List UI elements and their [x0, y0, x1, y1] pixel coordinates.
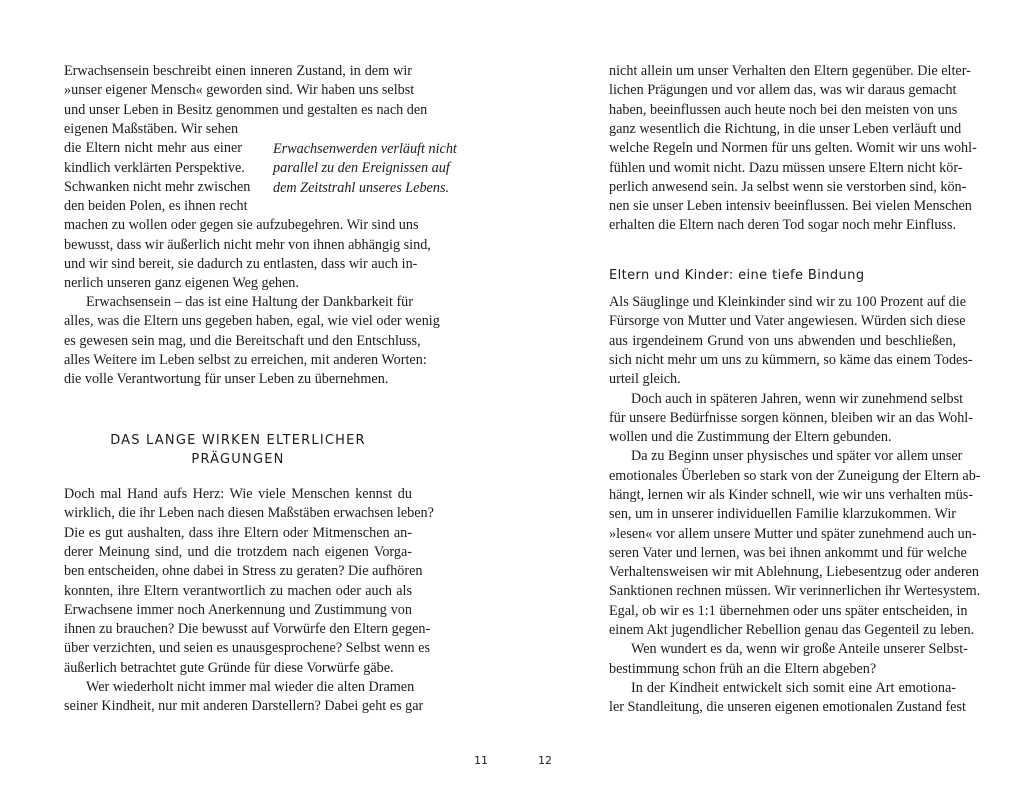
text-line: ben entscheiden, ohne dabei in Stress zu geraten? Die aufhören: [64, 563, 423, 580]
pull-quote-line: Erwachsenwerden verläuft nicht: [273, 141, 457, 157]
text-line: haben, beeinflussen auch heute noch bei den meisten von uns: [609, 101, 958, 118]
subheading: Eltern und Kinder: eine tiefe Bindung: [609, 268, 865, 283]
page-number-right: 12: [538, 754, 552, 767]
text-line: Doch auch in späteren Jahren, wenn wir zunehmend selbst: [631, 390, 964, 407]
text-line: »unser eigener Mensch« geworden sind. Wir haben uns selbst: [64, 82, 415, 99]
text-line: fühlen und womit nicht. Dazu müssen unsere Eltern nicht kör-: [609, 159, 963, 176]
text-line: emotionales Überleben so stark von der Zuneigung der Eltern ab-: [609, 467, 981, 484]
text-line: Wen wundert es da, wenn wir große Anteile unserer Selbst-: [631, 641, 968, 658]
text-line: den beiden Polen, es ihnen recht: [64, 198, 248, 215]
page-number-left: 11: [474, 754, 488, 767]
text-line: wirklich, die ihr Leben nach diesen Maßstäben erwachsen leben?: [64, 505, 434, 522]
text-line: alles, was die Eltern uns gegeben haben, egal, wie viel oder wenig: [64, 313, 440, 330]
text-line: und unser Leben in Besitz genommen und gestalten es nach den: [64, 101, 428, 118]
text-line: Doch mal Hand aufs Herz: Wie viele Menschen kennst du: [64, 486, 412, 502]
text-line: nerlich unseren ganz eigenen Weg gehen.: [64, 275, 299, 292]
text-line: Erwachsensein – das ist eine Haltung der Dankbarkeit für: [86, 294, 413, 310]
text-line: In der Kindheit entwickelt sich somit eine Art emotiona-: [631, 680, 956, 696]
text-line: einem Akt jugendlicher Rebellion genau das Gegenteil zu leben.: [609, 622, 975, 639]
section-heading-line: DAS LANGE WIRKEN ELTERLICHER: [110, 433, 366, 448]
text-line: Erwachsene immer noch Anerkennung und Zustimmung von: [64, 601, 412, 618]
text-line: nicht allein um unser Verhalten den Eltern gegenüber. Die elter-: [609, 63, 971, 79]
text-line: hängt, lernen wir als Kinder schnell, wie wir uns verhalten müs-: [609, 486, 974, 503]
pull-quote-line: dem Zeitstrahl unseres Lebens.: [273, 179, 450, 196]
text-line: perlich anwesend sein. Ja selbst wenn sie verstorben sind, kön-: [609, 178, 967, 195]
text-line: lichen Prägungen und vor allem das, was wir daraus gemacht: [609, 82, 957, 99]
text-line: konnten, ihre Eltern verantwortlich zu machen oder auch als: [64, 582, 412, 599]
text-line: sich nicht mehr um uns zu kümmern, so käme das einem Todes-: [609, 351, 973, 368]
text-line: alles Weitere im Leben selbst zu erreichen, mit anderen Worten:: [64, 351, 427, 368]
text-line: Fürsorge von Mutter und Vater angewiesen. Würden sich diese: [609, 313, 966, 330]
text-line: urteil gleich.: [609, 371, 681, 388]
text-line: bewusst, dass wir äußerlich nicht mehr von ihnen abhängig sind,: [64, 236, 431, 253]
text-line: wollen und die Zustimmung der Eltern gebunden.: [609, 429, 892, 446]
right-page: [510, 0, 1020, 793]
text-line: sen, um in unserer individuellen Familie klarzukommen. Wir: [609, 506, 956, 523]
section-heading-line: PRÄGUNGEN: [191, 452, 285, 467]
text-line: Schwanken nicht mehr zwischen: [64, 178, 251, 195]
text-line: seiner Kindheit, nur mit anderen Darstellern? Dabei geht es gar: [64, 698, 424, 715]
text-line: welche Regeln und Normen für uns gelten. Womit wir uns wohl-: [609, 140, 977, 157]
text-line: Erwachsensein beschreibt einen inneren Zustand, in dem wir: [64, 63, 412, 79]
text-line: Egal, ob wir es 1:1 übernehmen oder uns später entscheiden, in: [609, 602, 968, 619]
text-line: ihnen zu brauchen? Die bewusst auf Vorwürfe den Eltern gegen-: [64, 621, 431, 638]
text-line: es gewesen sein mag, und die Bereitschaft und den Entschluss,: [64, 332, 421, 349]
text-line: seren Vater und lernen, was bei ihnen ankommt und für welche: [609, 544, 967, 561]
text-line: derer Meinung sind, und die trotzdem nach eigenen Vorga-: [64, 543, 412, 560]
text-line: äußerlich betrachtet gute Gründe für diese Vorwürfe gäbe.: [64, 659, 394, 676]
text-line: aus irgendeinem Grund von uns abwenden und beschließen,: [609, 332, 956, 349]
text-line: Wer wiederholt nicht immer mal wieder die alten Dramen: [86, 679, 415, 695]
text-line: Verhaltensweisen wir mit Ablehnung, Liebesentzug oder anderen: [609, 564, 979, 581]
text-line: »lesen« vor allem unsere Mutter und später zunehmend auch un-: [609, 525, 977, 542]
text-line: Als Säuglinge und Kleinkinder sind wir zu 100 Prozent auf die: [609, 294, 966, 310]
text-line: Sanktionen rechnen müssen. Wir verinnerlichen ihr Wertesystem.: [609, 583, 981, 600]
text-line: Die es gut aushalten, dass ihre Eltern oder Mitmenschen an-: [64, 524, 412, 541]
text-line: bestimmung schon früh an die Eltern abgeben?: [609, 660, 877, 677]
text-line: erhalten die Eltern nach deren Tod sogar noch mehr Einfluss.: [609, 217, 957, 234]
section-heading: [64, 431, 412, 469]
text-line: Da zu Beginn unser physisches und später vor allem unser: [631, 448, 963, 465]
text-line: ganz wesentlich die Richtung, in die unser Leben verläuft und: [609, 120, 962, 137]
pull-quote-line: parallel zu den Ereignissen auf: [273, 160, 450, 177]
text-line: über verzichten, und seien es unausgesprochene? Selbst wenn es: [64, 640, 430, 657]
text-line: eigenen Maßstäben. Wir sehen: [64, 120, 239, 137]
text-line: die volle Verantwortung für unser Leben zu übernehmen.: [64, 371, 389, 388]
text-line: die Eltern nicht mehr aus einer: [64, 140, 242, 157]
text-line: machen zu wollen oder gegen sie aufzubegehren. Wir sind uns: [64, 217, 419, 234]
text-line: für unsere Bedürfnisse sorgen können, bleiben wir an das Wohl-: [609, 409, 973, 426]
text-line: ler Standleitung, die unseren eigenen emotionalen Zustand fest: [609, 699, 966, 716]
text-line: kindlich verklärten Perspektive.: [64, 159, 245, 176]
text-line: und wir sind bereit, sie dadurch zu entlasten, dass wir auch in-: [64, 256, 418, 272]
text-line: nen sie unser Leben intensiv beeinflussen. Bei vielen Menschen: [609, 198, 972, 215]
